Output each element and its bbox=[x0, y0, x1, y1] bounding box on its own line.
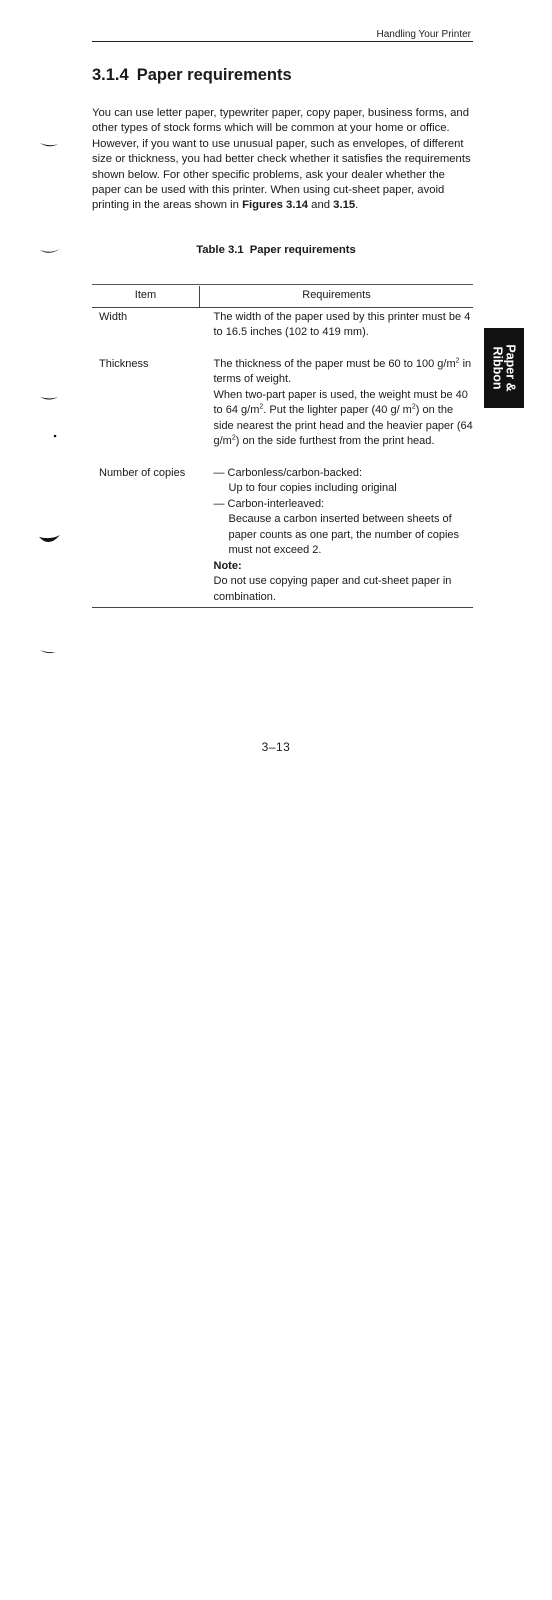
carbon-interleaved-detail: Because a carbon inserted between sheets of paper counts as one part, the number of copies must not exceed 2. bbox=[228, 513, 460, 556]
section-number: 3.1.4 bbox=[92, 66, 129, 84]
table-header-row bbox=[92, 286, 473, 307]
item-thickness: Thickness bbox=[99, 357, 149, 370]
table-row-copies bbox=[92, 453, 473, 608]
carbonless-line: — Carbonless/carbon-backed: bbox=[213, 466, 363, 479]
punch-mark bbox=[38, 532, 62, 548]
header-item: Item bbox=[92, 286, 200, 307]
requirement-width: The width of the paper used by this printer must be 4 to 16.5 inches (102 to 419 mm). bbox=[213, 310, 471, 338]
page-number: 3–13 bbox=[261, 740, 291, 754]
punch-mark bbox=[38, 432, 62, 442]
table-caption-title: Paper requirements bbox=[249, 244, 356, 256]
table-caption-number: Table 3.1 bbox=[196, 244, 244, 256]
item-width: Width bbox=[99, 310, 128, 323]
note-text: Do not use copying paper and cut-sheet paper in combination. bbox=[213, 575, 452, 603]
requirement-thickness bbox=[200, 344, 474, 453]
superscript-2: 2 bbox=[231, 434, 236, 442]
header-requirements: Requirements bbox=[200, 286, 474, 307]
table-row-width bbox=[92, 307, 473, 344]
intro-and: and bbox=[308, 199, 334, 212]
table-caption bbox=[0, 244, 552, 256]
thickness-line-2: When two-part paper is used, the weight must be 40 to 64 $g/m^2$. Put the lighter paper (40 g/ $m^2$) on the side nearest the print head and the heavier paper (64 $g/m^2$) on the side furthest from the print head. bbox=[213, 388, 473, 447]
note-label: Note: bbox=[213, 559, 242, 572]
punch-mark bbox=[38, 394, 62, 404]
header-rule bbox=[92, 41, 473, 42]
requirement-copies bbox=[200, 453, 474, 608]
punch-mark bbox=[38, 648, 62, 658]
punch-mark bbox=[38, 140, 62, 150]
figure-reference-2: 3.15 bbox=[333, 199, 356, 212]
paper-requirements-table bbox=[92, 286, 473, 608]
intro-text: You can use letter paper, typewriter paper, copy paper, business forms, and other types of stock forms which will be common at your home or office. However, if you want to use unusual paper, such as envelopes, of different size or thickness, you had better check whether it satisfies the requirements shown below. For other specific problems, ask your dealer whether the paper can be used with this printer. When using cut-sheet paper, avoid printing in the areas shown in bbox=[92, 107, 471, 212]
superscript-2: 2 bbox=[259, 403, 264, 411]
carbonless-detail: Up to four copies including original bbox=[228, 482, 397, 494]
intro-end: . bbox=[355, 199, 359, 212]
intro-paragraph bbox=[92, 106, 474, 214]
running-header: Handling Your Printer bbox=[376, 29, 471, 40]
carbon-interleaved-line: — Carbon-interleaved: bbox=[213, 497, 325, 510]
section-heading bbox=[92, 66, 292, 85]
thickness-line-1: The thickness of the paper must be 60 to 100 $g/m^2$ in terms of weight. bbox=[213, 356, 472, 385]
section-thumb-tab-label: Paper & Ribbon bbox=[491, 344, 518, 392]
section-title: Paper requirements bbox=[136, 66, 292, 84]
superscript-2: 2 bbox=[411, 403, 416, 411]
table-row-thickness bbox=[92, 344, 473, 453]
table-top-rule bbox=[92, 284, 473, 285]
section-thumb-tab bbox=[484, 328, 524, 408]
superscript-2: 2 bbox=[455, 356, 460, 364]
figure-reference-1: Figures 3.14 bbox=[242, 199, 309, 212]
item-copies: Number of copies bbox=[92, 453, 200, 608]
punch-mark bbox=[38, 246, 62, 256]
